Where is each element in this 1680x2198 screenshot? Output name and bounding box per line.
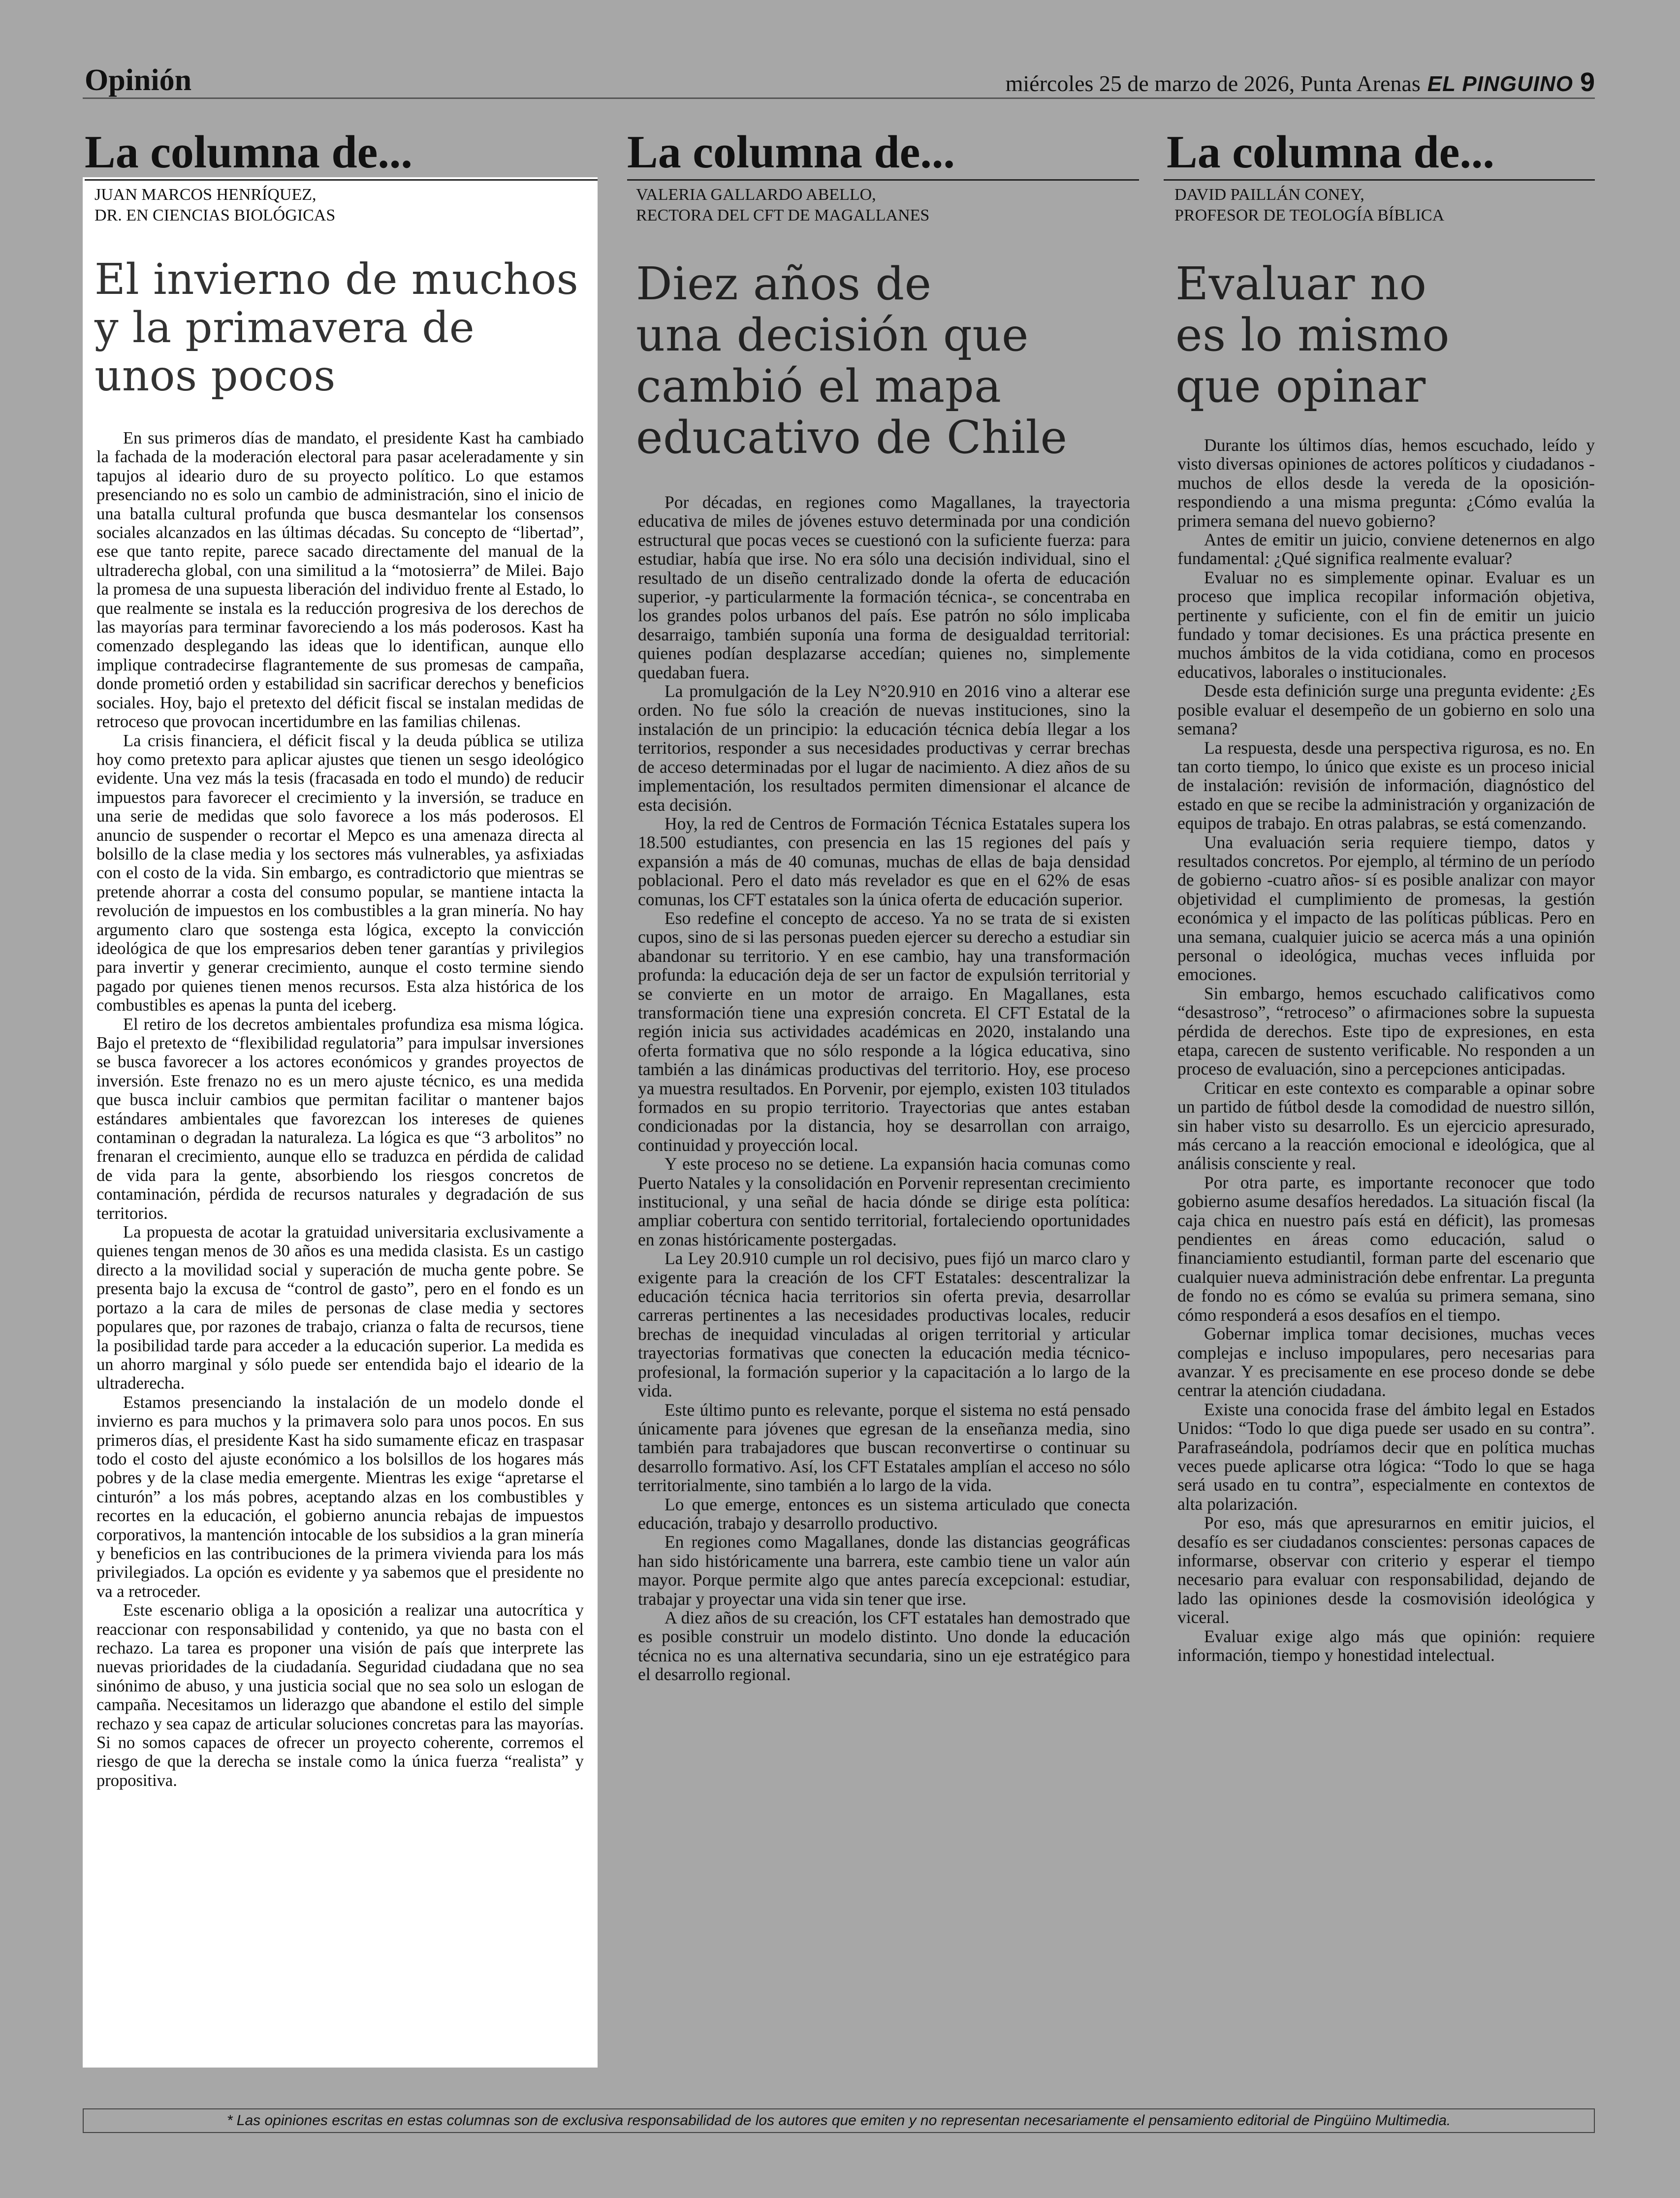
paragraph: La respuesta, desde una perspectiva rigurosa, es no. En tan corto tiempo, lo único que existe es un proceso inicial de instalación: revisión de información, diagnóstico del estado en que se recibe la administración y organización de equipos de trabajo. En otras palabras, se está comenzando.: [1177, 737, 1595, 833]
column-kicker: La columna de...: [627, 129, 1139, 181]
page-number: 9: [1580, 67, 1595, 97]
section-name: Opinión: [85, 64, 192, 97]
dateline: [1006, 67, 1595, 97]
article-body: [1177, 436, 1595, 1664]
paragraph: Y este proceso no se detiene. La expansión hacia comunas como Puerto Natales y la consolidación en Porvenir representan crecimiento institucional, y una señal de hacia dónde se dirige esta política: ampliar cobertura con sentido territorial, fortaleciendo oportunidades en zonas históricamente postergadas.: [638, 1154, 1130, 1249]
headline-line: que opinar: [1175, 360, 1426, 413]
author-name: DAVID PAILLÁN CONEY,: [1174, 186, 1364, 204]
paragraph: Por eso, más que apresurarnos en emitir juicios, el desafío es ser ciudadanos conscientes: personas capaces de informarse, observar con criterio y esperar el tiempo necesario para evaluar con responsabilidad, dejando de lado las opiniones desde la cosmovisión ideológica y viceral.: [1177, 1513, 1595, 1627]
headline-line: unos pocos: [95, 351, 336, 401]
author-name: JUAN MARCOS HENRÍQUEZ,: [95, 186, 317, 204]
headline-line: Evaluar no: [1175, 257, 1427, 310]
paragraph: Sin embargo, hemos escuchado calificativos como “desastroso”, “retroceso” o afirmaciones sobre la supuesta pérdida de derechos. Este tipo de expresiones, en esta etapa, carecen de sustento verificable. No responden a un proceso de evaluación, sino a percepciones anticipadas.: [1177, 983, 1595, 1079]
paragraph: La propuesta de acotar la gratuidad universitaria exclusivamente a quienes tengan menos de 30 años es una medida clasista. Es un castigo directo a la movilidad social y superación de mucha gente pobre. Se presenta bajo la excusa de “control de gasto”, pero en el fondo es un portazo a la cara de miles de personas de clase media y sectores populares que, por razones de trabajo, crianza o falta de recursos, tiene la posibilidad tarde para acceder a la educación superior. La medida es un ahorro marginal y sólo puede ser entendida bajo el ideario de la ultraderecha.: [96, 1223, 584, 1393]
paragraph: Eso redefine el concepto de acceso. Ya no se trata de si existen cupos, sino de si las personas pueden ejercer su derecho a estudiar sin abandonar su territorio. Y en ese cambio, hay una transformación profunda: la educación deja de ser un factor de expulsión territorial y se convierte en un motor de arraigo. En Magallanes, esta transformación tiene una expresión concreta. El CFT Estatal de la región inicia sus actividades académicas en 2020, instalando una oferta formativa que no sólo responde a la lógica educativa, sino también a las dinámicas productivas del territorio. Hoy, ese proceso ya muestra resultados. En Porvenir, por ejemplo, existen 103 titulados formados en su propio territorio. Trayectorias que antes estaban condicionadas por la distancia, hoy se desarrollan con arraigo, continuidad y proyección local.: [638, 908, 1130, 1155]
author-role: PROFESOR DE TEOLOGÍA BÍBLICA: [1174, 206, 1445, 224]
page-header: [83, 63, 1595, 99]
paragraph: Lo que emerge, entonces es un sistema articulado que conecta educación, trabajo y desarrollo productivo.: [638, 1494, 1130, 1533]
paragraph: A diez años de su creación, los CFT estatales han demostrado que es posible construir un modelo distinto. Uno donde la educación técnica no es una alternativa secundaria, sino un eje estratégico para el desarrollo regional.: [638, 1607, 1130, 1685]
paragraph: Estamos presenciando la instalación de un modelo donde el invierno es para muchos y la primavera solo para unos pocos. En sus primeros días, el presidente Kast ha sido sumamente eficaz en traspasar todo el costo del ajuste económico a los bolsillos de los hogares más pobres y de la clase media emergente. Mientras les exige “apretarse el cinturón” a los más pobres, aceptando alzas en los combustibles y recortes en la educación, el gobierno anuncia rebajas de impuestos corporativos, la mantención intocable de los subsidios a la gran minería y beneficios en las contribuciones de la primera vivienda para los más privilegiados. La opción es evidente y ya sabemos que el presidente no va a retroceder.: [96, 1393, 584, 1601]
paragraph: En regiones como Magallanes, donde las distancias geográficas han sido históricamente una barrera, este cambio tiene un valor aún mayor. Porque permite algo que antes parecía excepcional: estudiar, trabajar y proyectar una vida sin tener que irse.: [638, 1532, 1130, 1609]
disclaimer: * Las opiniones escritas en estas columnas son de exclusiva responsabilidad de los autores que emiten y no representan necesariamente el pensamiento editorial de Pingüino Multimedia.: [83, 2108, 1595, 2133]
paragraph: La crisis financiera, el déficit fiscal y la deuda pública se utiliza hoy como pretexto para aplicar ajustes que tienen un sesgo ideológico evidente. Una vez más la tesis (fracasada en todo el mundo) de reducir impuestos para favorecer el crecimiento y la inversión, se traduce en una serie de medidas que solo favorece a los más poderosos. El anuncio de suspender o recortar el Mepco es una amenaza directa al bolsillo de la clase media y los sectores más vulnerables, ya asfixiadas con el costo de la vida. Sin embargo, es contradictorio que mientras se pretende ahorrar a costa del consumo popular, se mantiene intacta la revolución de impuestos en los combustibles a la gran minería. No hay argumento claro que sostenga esta lógica, excepto la convicción ideológica de que los empresarios deben tener garantías y privilegios para invertir y generar crecimiento, aunque el costo termine siendo pagado por quienes tienen menos recursos. Esta alza histórica de los combustibles es apenas la punta del iceberg.: [96, 731, 584, 1015]
headline-line: El invierno de muchos: [95, 255, 579, 304]
paragraph: Existe una conocida frase del ámbito legal en Estados Unidos: “Todo lo que diga puede ser usado en su contra”. Parafraseándola, podríamos decir que en política muchas veces puede aplicarse otra lógica: “Todo lo que se haga será usado en tu contra”, especialmente en contextos de alta polarización.: [1177, 1399, 1595, 1514]
headline-line: y la primavera de: [95, 303, 475, 352]
paragraph: Durante los últimos días, hemos escuchado, leído y visto diversas opiniones de actores políticos y ciudadanos -muchos de ellos desde la vereda de la oposición- respondiendo a una misma pregunta: ¿Cómo evalúa la primera semana del nuevo gobierno?: [1177, 435, 1595, 531]
article-headline: [1175, 258, 1595, 412]
article-headline: [636, 258, 1139, 463]
column-gallardo: [624, 129, 1139, 1684]
paragraph: Evaluar exige algo más que opinión: requiere información, tiempo y honestidad intelectual.: [1177, 1626, 1595, 1665]
headline-line: educativo de Chile: [636, 411, 1068, 464]
paragraph: Evaluar no es simplemente opinar. Evaluar es un proceso que implica recopilar información objetiva, pertinente y suficiente, con el fin de emitir un juicio fundado y tomar decisiones. Es una práctica presente en muchos ámbitos de la vida cotidiana, como en procesos educativos, laborales o institucionales.: [1177, 567, 1595, 682]
headline-line: Diez años de: [636, 257, 932, 310]
article-body: [638, 493, 1130, 1684]
byline: [1174, 185, 1595, 226]
paragraph: Por décadas, en regiones como Magallanes, la trayectoria educativa de miles de jóvenes estuvo determinada por una condición estructural que pocas veces se cuestionó con la suficiente fuerza: para estudiar, había que irse. No era sólo una decisión individual, sino el resultado de un diseño centralizado donde la oferta de educación superior, -y particularmente la formación técnica-, se concentraba en los grandes polos urbanos del país. Ese patrón no sólo implicaba desarraigo, también suponía una forma de desigualdad territorial: quienes podían desplazarse accedían; quienes no, simplemente quedaban fuera.: [638, 492, 1130, 682]
article-headline: [95, 255, 598, 400]
paragraph: Antes de emitir un juicio, conviene detenernos en algo fundamental: ¿Qué significa realmente evaluar?: [1177, 530, 1595, 569]
article-body: [96, 429, 584, 1790]
paragraph: Por otra parte, es importante reconocer que todo gobierno asume desafíos heredados. La situación fiscal (la caja chica en nuestro país está en déficit), las promesas pendientes en áreas como educación, salud o financiamiento estudiantil, forman parte del escenario que cualquier nueva administración debe enfrentar. La pregunta de fondo no es cómo se evalúa su primera semana, sino cómo responderá a esos desafíos en el tiempo.: [1177, 1172, 1595, 1325]
paragraph: Una evaluación seria requiere tiempo, datos y resultados concretos. Por ejemplo, al término de un período de gobierno -cuatro años- sí es posible analizar con mayor objetividad el cumplimiento de promesas, la gestión económica y el impacto de las políticas públicas. Pero en una semana, cualquier juicio se acerca más a una opinión personal o ideológica, muchas veces influida por emociones.: [1177, 832, 1595, 985]
column-kicker: La columna de...: [1164, 129, 1595, 181]
paragraph: La promulgación de la Ley N°20.910 en 2016 vino a alterar ese orden. No fue sólo la creación de nuevas instituciones, sino la instalación de un principio: la educación técnica debía llegar a los territorios, responder a sus necesidades productivas y cerrar brechas de acceso determinadas por el lugar de nacimiento. A diez años de su implementación, los resultados permiten dimensionar el alcance de esta decisión.: [638, 681, 1130, 815]
byline: [636, 185, 1139, 226]
paragraph: Desde esta definición surge una pregunta evidente: ¿Es posible evaluar el desempeño de un gobierno en solo una semana?: [1177, 681, 1595, 739]
column-paillan: [1164, 129, 1595, 1664]
headline-line: cambió el mapa: [636, 360, 1002, 413]
paragraph: Hoy, la red de Centros de Formación Técnica Estatales supera los 18.500 estudiantes, con presencia en las 15 regiones del país y expansión a más de 40 comunas, muchas de ellas de baja densidad poblacional. Pero el dato más revelador es que en el 62% de esas comunas, los CFT estatales son la única oferta de educación superior.: [638, 813, 1130, 909]
paragraph: Este último punto es relevante, porque el sistema no está pensado únicamente para jóvenes que egresan de la enseñanza media, sino también para trabajadores que buscan reconvertirse o continuar su desarrollo formativo. Así, los CFT Estatales amplían el acceso no sólo territorialmente, sino también a lo largo de la vida.: [638, 1400, 1130, 1496]
paragraph: Este escenario obliga a la oposición a realizar una autocrítica y reaccionar con responsabilidad y contenido, ya que no basta con el rechazo. La tarea es proponer una visión de país que interprete las nuevas prioridades de la ciudadanía. Seguridad ciudadana que no sea sinónimo de abuso, y una justicia social que no sea solo un eslogan de campaña. Necesitamos un liderazgo que abandone el estilo del simple rechazo y sea capaz de articular soluciones concretas para las mayorías. Si no somos capaces de ofrecer un proyecto coherente, corremos el riesgo de que la derecha se instale como la única fuerza “realista” y propositiva.: [96, 1601, 584, 1790]
paragraph: En sus primeros días de mandato, el presidente Kast ha cambiado la fachada de la moderación electoral para pasar aceleradamente y sin tapujos al ideario duro de su proyecto político. Lo que estamos presenciando no es solo un cambio de administración, sino el inicio de una batalla cultural profunda que busca desmantelar los consensos sociales alcanzados en las últimas décadas. Su concepto de “libertad”, ese que tanto repite, parece sacado directamente del manual de la ultraderecha global, con una similitud a la “motosierra” de Milei. Bajo la promesa de una supuesta liberación del individuo frente al Estado, lo que realmente se instala es la reducción progresiva de los derechos de las mayorías para terminar favoreciendo a los más poderosos. Kast ha comenzado desplegando las ideas que lo identifican, aunque ello implique contradecirse flagrantemente de sus promesas de campaña, donde prometió orden y estabilidad sin sacrificar derechos y beneficios sociales. Hoy, bajo el pretexto del déficit fiscal se instalan medidas de retroceso que provocan incertidumbre en las familias chilenas.: [96, 429, 584, 732]
paragraph: Criticar en este contexto es comparable a opinar sobre un partido de fútbol desde la comodidad de nuestro sillón, sin haber visto su desarrollo. Es un ejercicio apresurado, más cercano a la reacción emocional e ideológica, que al análisis consciente y real.: [1177, 1078, 1595, 1174]
author-role: RECTORA DEL CFT DE MAGALLANES: [636, 206, 930, 224]
byline: [95, 185, 598, 226]
paragraph: El retiro de los decretos ambientales profundiza esa misma lógica. Bajo el pretexto de “flexibilidad regulatoria” para impulsar inversiones se busca favorecer a los actores económicos y grandes proyectos de inversión. Este frenazo no es un mero ajuste técnico, es una medida que busca incluir cambios que permitan facilitar o mantener bajos estándares ambientales que favorezcan los intereses de quienes contaminan o degradan la naturaleza. La lógica es que “3 arbolitos” no frenaran el crecimiento, aunque ello se traduzca en pérdida de calidad de vida para la gente, absorbiendo los riesgos concretos de contaminación, pérdida de recursos naturales y degradación de sus territorios.: [96, 1015, 584, 1223]
column-henriquez: [83, 129, 598, 1790]
headline-line: una decisión que: [636, 309, 1029, 361]
newspaper-logo: EL PINGUINO: [1427, 72, 1573, 96]
author-name: VALERIA GALLARDO ABELLO,: [636, 186, 876, 204]
author-role: DR. EN CIENCIAS BIOLÓGICAS: [95, 206, 336, 224]
column-kicker: La columna de...: [85, 129, 598, 181]
paragraph: La Ley 20.910 cumple un rol decisivo, pues fijó un marco claro y exigente para la creación de los CFT Estatales: descentralizar la educación técnica hacia territorios sin oferta previa, desarrollar carreras pertinentes a las necesidades productivas locales, reducir brechas de inequidad vinculadas al origen territorial y articular trayectorias formativas que conecten la educación media técnico-profesional, la formación superior y la capacitación a lo largo de la vida.: [638, 1248, 1130, 1401]
headline-line: es lo mismo: [1175, 309, 1450, 361]
date-text: miércoles 25 de marzo de 2026, Punta Arenas: [1005, 71, 1421, 96]
paragraph: Gobernar implica tomar decisiones, muchas veces complejas e incluso impopulares, pero necesarias para avanzar. Y es precisamente en ese proceso donde se debe centrar la atención ciudadana.: [1177, 1324, 1595, 1401]
